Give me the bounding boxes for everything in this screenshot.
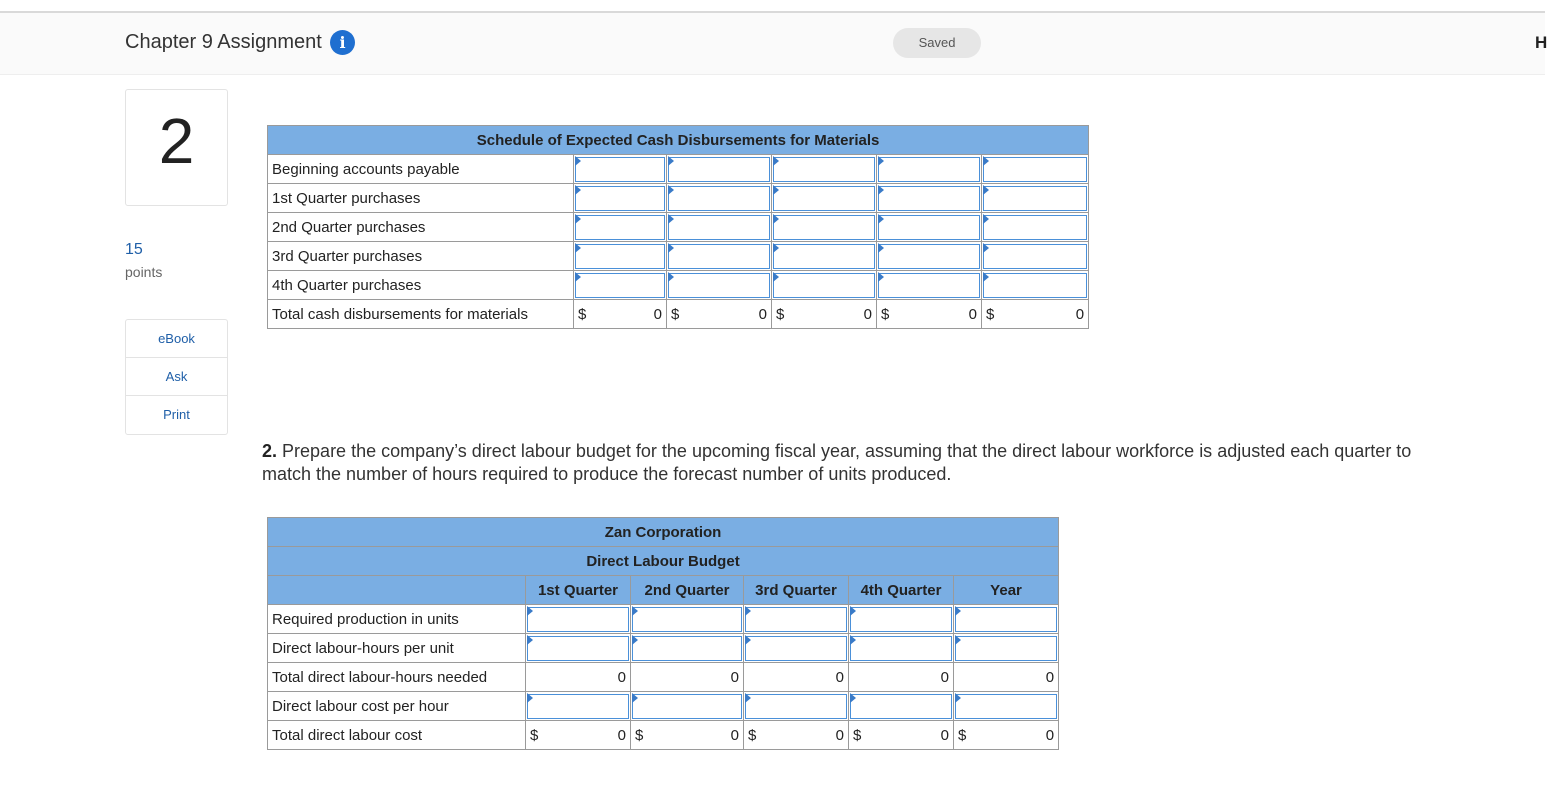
table-row bbox=[268, 184, 1089, 213]
input-marker-icon bbox=[527, 635, 533, 645]
input-marker-icon bbox=[773, 272, 779, 282]
table-row bbox=[268, 605, 1059, 634]
total-hours-cell: 0 bbox=[954, 663, 1059, 692]
q2-purchases-q2-input[interactable] bbox=[668, 215, 770, 240]
q1-purchases-q4-input[interactable] bbox=[878, 186, 980, 211]
beginning-ap-q3-input[interactable] bbox=[773, 157, 875, 182]
beginning-ap-q1-input[interactable] bbox=[575, 157, 665, 182]
total-cost-cell: $ 0 bbox=[631, 721, 744, 750]
cost-per-hour-year-input[interactable] bbox=[955, 694, 1057, 719]
cost-per-hour-q4-input[interactable] bbox=[850, 694, 952, 719]
input-marker-icon bbox=[983, 185, 989, 195]
question-2-text bbox=[262, 440, 1462, 486]
input-marker-icon bbox=[745, 693, 751, 703]
q4-purchases-q3-input[interactable] bbox=[773, 273, 875, 298]
question-number: 2 bbox=[158, 105, 195, 177]
table-row bbox=[268, 692, 1059, 721]
column-header: 2nd Quarter bbox=[631, 576, 744, 605]
row-label: Required production in units bbox=[268, 605, 526, 634]
column-header: 3rd Quarter bbox=[744, 576, 849, 605]
row-label: Direct labour-hours per unit bbox=[268, 634, 526, 663]
input-marker-icon bbox=[955, 635, 961, 645]
input-marker-icon bbox=[527, 606, 533, 616]
input-marker-icon bbox=[527, 693, 533, 703]
input-marker-icon bbox=[878, 243, 884, 253]
total-hours-cell: 0 bbox=[631, 663, 744, 692]
q3-purchases-q4-input[interactable] bbox=[878, 244, 980, 269]
input-marker-icon bbox=[632, 635, 638, 645]
total-hours-cell: 0 bbox=[744, 663, 849, 692]
q3-purchases-q1-input[interactable] bbox=[575, 244, 665, 269]
input-marker-icon bbox=[878, 156, 884, 166]
input-marker-icon bbox=[575, 272, 581, 282]
input-marker-icon bbox=[878, 185, 884, 195]
row-label: Total direct labour cost bbox=[268, 721, 526, 750]
q4-purchases-q1-input[interactable] bbox=[575, 273, 665, 298]
total-cost-cell: $ 0 bbox=[744, 721, 849, 750]
blank-header bbox=[268, 576, 526, 605]
cost-per-hour-q3-input[interactable] bbox=[745, 694, 847, 719]
input-marker-icon bbox=[575, 156, 581, 166]
hours-per-unit-year-input[interactable] bbox=[955, 636, 1057, 661]
saved-status-badge: Saved bbox=[893, 28, 981, 58]
points-label: points bbox=[125, 264, 163, 280]
input-marker-icon bbox=[773, 156, 779, 166]
column-header: 4th Quarter bbox=[849, 576, 954, 605]
input-marker-icon bbox=[745, 606, 751, 616]
table-row bbox=[268, 242, 1089, 271]
row-label: 4th Quarter purchases bbox=[268, 271, 574, 300]
input-marker-icon bbox=[745, 635, 751, 645]
input-marker-icon bbox=[668, 272, 674, 282]
input-marker-icon bbox=[668, 185, 674, 195]
cost-per-hour-q1-input[interactable] bbox=[527, 694, 629, 719]
row-label: Beginning accounts payable bbox=[268, 155, 574, 184]
input-marker-icon bbox=[773, 214, 779, 224]
assignment-title: Chapter 9 Assignment bbox=[125, 31, 322, 53]
row-label: Total cash disbursements for materials bbox=[268, 300, 574, 329]
total-cost-cell: $ 0 bbox=[849, 721, 954, 750]
hours-per-unit-q1-input[interactable] bbox=[527, 636, 629, 661]
row-label: 2nd Quarter purchases bbox=[268, 213, 574, 242]
input-marker-icon bbox=[878, 214, 884, 224]
hours-per-unit-q4-input[interactable] bbox=[850, 636, 952, 661]
input-marker-icon bbox=[668, 156, 674, 166]
input-marker-icon bbox=[668, 214, 674, 224]
question-2-number: 2. bbox=[262, 441, 278, 461]
column-header: 1st Quarter bbox=[526, 576, 631, 605]
question-tools bbox=[125, 319, 228, 435]
q1-purchases-q2-input[interactable] bbox=[668, 186, 770, 211]
total-cell: $ 0 bbox=[772, 300, 877, 329]
table-row bbox=[268, 721, 1059, 750]
hours-per-unit-q2-input[interactable] bbox=[632, 636, 742, 661]
row-label: 1st Quarter purchases bbox=[268, 184, 574, 213]
beginning-ap-year-input[interactable] bbox=[983, 157, 1087, 182]
q2-purchases-q4-input[interactable] bbox=[878, 215, 980, 240]
direct-labour-budget-table bbox=[267, 517, 1059, 750]
q1-purchases-q3-input[interactable] bbox=[773, 186, 875, 211]
column-header: Year bbox=[954, 576, 1059, 605]
print-button[interactable]: Print bbox=[163, 407, 190, 422]
q3-purchases-q3-input[interactable] bbox=[773, 244, 875, 269]
q3-purchases-q2-input[interactable] bbox=[668, 244, 770, 269]
input-marker-icon bbox=[773, 185, 779, 195]
table-row bbox=[268, 634, 1059, 663]
input-marker-icon bbox=[878, 272, 884, 282]
input-marker-icon bbox=[955, 606, 961, 616]
ask-button[interactable]: Ask bbox=[126, 358, 227, 396]
total-cost-cell: $ 0 bbox=[954, 721, 1059, 750]
total-cost-cell: $ 0 bbox=[526, 721, 631, 750]
question-2-prompt: Prepare the company’s direct labour budget for the upcoming fiscal year, assuming that the direct labour workforce is adjusted each quarter to match the number of hours required to produce the forecast number of units produced. bbox=[262, 441, 1412, 484]
input-marker-icon bbox=[773, 243, 779, 253]
question-number-box bbox=[125, 89, 228, 206]
budget-title: Direct Labour Budget bbox=[268, 547, 1059, 576]
input-marker-icon bbox=[632, 693, 638, 703]
total-hours-cell: 0 bbox=[526, 663, 631, 692]
q2-purchases-year-input[interactable] bbox=[983, 215, 1087, 240]
input-marker-icon bbox=[955, 693, 961, 703]
cash-disbursements-table bbox=[267, 125, 1089, 329]
info-icon[interactable]: i bbox=[330, 30, 355, 55]
q3-purchases-year-input[interactable] bbox=[983, 244, 1087, 269]
company-name: Zan Corporation bbox=[268, 518, 1059, 547]
schedule-title: Schedule of Expected Cash Disbursements for Materials bbox=[268, 126, 1089, 155]
q2-purchases-q1-input[interactable] bbox=[575, 215, 665, 240]
total-cell: $ 0 bbox=[574, 300, 667, 329]
required-production-q4-input[interactable] bbox=[850, 607, 952, 632]
required-production-q3-input[interactable] bbox=[745, 607, 847, 632]
table-row bbox=[268, 663, 1059, 692]
input-marker-icon bbox=[983, 214, 989, 224]
q2-purchases-q3-input[interactable] bbox=[773, 215, 875, 240]
ebook-button[interactable]: eBook bbox=[126, 320, 227, 358]
q1-purchases-year-input[interactable] bbox=[983, 186, 1087, 211]
cost-per-hour-q2-input[interactable] bbox=[632, 694, 742, 719]
required-production-year-input[interactable] bbox=[955, 607, 1057, 632]
q4-purchases-q2-input[interactable] bbox=[668, 273, 770, 298]
total-cell: $ 0 bbox=[877, 300, 982, 329]
row-label: 3rd Quarter purchases bbox=[268, 242, 574, 271]
total-cell: $ 0 bbox=[982, 300, 1089, 329]
input-marker-icon bbox=[632, 606, 638, 616]
input-marker-icon bbox=[850, 606, 856, 616]
input-marker-icon bbox=[983, 156, 989, 166]
total-hours-cell: 0 bbox=[849, 663, 954, 692]
q4-purchases-year-input[interactable] bbox=[983, 273, 1087, 298]
required-production-q1-input[interactable] bbox=[527, 607, 629, 632]
input-marker-icon bbox=[575, 185, 581, 195]
beginning-ap-q4-input[interactable] bbox=[878, 157, 980, 182]
input-marker-icon bbox=[983, 272, 989, 282]
total-cell: $ 0 bbox=[667, 300, 772, 329]
row-label: Direct labour cost per hour bbox=[268, 692, 526, 721]
required-production-q2-input[interactable] bbox=[632, 607, 742, 632]
input-marker-icon bbox=[850, 693, 856, 703]
points-value: 15 bbox=[125, 241, 143, 258]
input-marker-icon bbox=[575, 243, 581, 253]
table-row bbox=[268, 271, 1089, 300]
header-edge-text: H bbox=[1535, 33, 1547, 52]
input-marker-icon bbox=[850, 635, 856, 645]
input-marker-icon bbox=[668, 243, 674, 253]
table-row bbox=[268, 213, 1089, 242]
input-marker-icon bbox=[575, 214, 581, 224]
q1-purchases-q1-input[interactable] bbox=[575, 186, 665, 211]
row-label: Total direct labour-hours needed bbox=[268, 663, 526, 692]
hours-per-unit-q3-input[interactable] bbox=[745, 636, 847, 661]
table-row bbox=[268, 300, 1089, 329]
q4-purchases-q4-input[interactable] bbox=[878, 273, 980, 298]
table-row bbox=[268, 155, 1089, 184]
input-marker-icon bbox=[983, 243, 989, 253]
beginning-ap-q2-input[interactable] bbox=[668, 157, 770, 182]
